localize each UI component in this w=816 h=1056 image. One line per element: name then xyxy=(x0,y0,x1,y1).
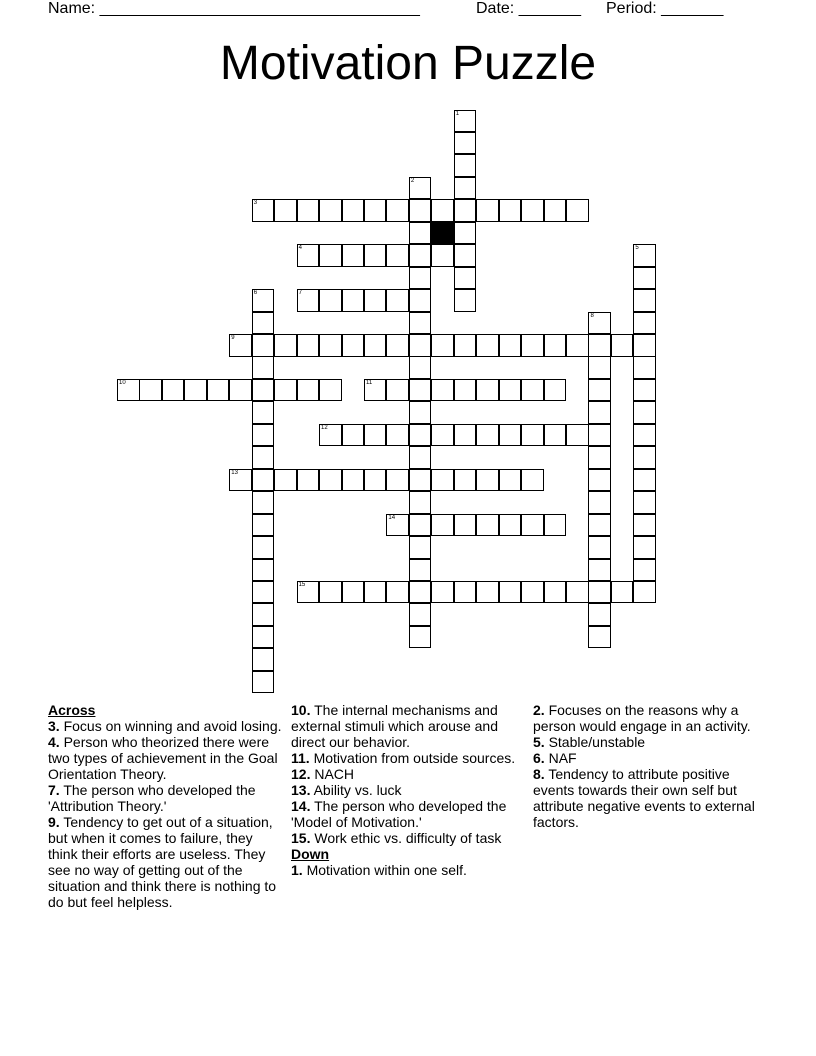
grid-cell[interactable] xyxy=(409,424,432,447)
grid-cell[interactable] xyxy=(342,289,365,312)
cell-number: 10 xyxy=(119,379,126,386)
grid-cell[interactable] xyxy=(611,581,634,604)
cell-number: 8 xyxy=(590,312,594,319)
grid-cell[interactable] xyxy=(409,536,432,559)
grid-cell[interactable] xyxy=(297,244,320,267)
clue-number: 13. xyxy=(291,782,311,798)
grid-cell[interactable] xyxy=(364,244,387,267)
grid-cell[interactable] xyxy=(409,401,432,424)
clue-text: Stable/unstable xyxy=(544,734,646,750)
grid-cell[interactable] xyxy=(162,379,185,402)
clue-8 xyxy=(533,766,773,830)
grid-cell[interactable] xyxy=(454,469,477,492)
grid-cell[interactable] xyxy=(184,379,207,402)
clue-number: 6. xyxy=(533,750,545,766)
grid-cell[interactable] xyxy=(386,424,409,447)
grid-cell[interactable] xyxy=(319,289,342,312)
grid-cell[interactable] xyxy=(566,581,589,604)
grid-cell[interactable] xyxy=(342,199,365,222)
grid-cell[interactable] xyxy=(342,244,365,267)
grid-cell[interactable] xyxy=(252,491,275,514)
grid-cell[interactable] xyxy=(364,289,387,312)
date-field[interactable]: Date: _______ xyxy=(476,0,581,17)
grid-cell[interactable] xyxy=(319,244,342,267)
grid-cell[interactable] xyxy=(252,199,275,222)
clue-10 xyxy=(291,702,516,750)
grid-cell[interactable] xyxy=(386,581,409,604)
grid-cell[interactable] xyxy=(386,289,409,312)
grid-cell[interactable] xyxy=(476,199,499,222)
grid-cell[interactable] xyxy=(319,424,342,447)
grid-cell[interactable] xyxy=(454,110,477,133)
cell-number: 13 xyxy=(231,469,238,476)
grid-cell[interactable] xyxy=(409,469,432,492)
grid-cell[interactable] xyxy=(252,356,275,379)
cell-number: 5 xyxy=(635,245,639,252)
grid-cell[interactable] xyxy=(633,312,656,335)
clue-text: The internal mechanisms and external stimuli which arouse and direct our behavior. xyxy=(291,702,498,750)
grid-cell[interactable] xyxy=(499,334,522,357)
clue-number: 5. xyxy=(533,734,545,750)
grid-cell[interactable] xyxy=(409,334,432,357)
grid-cell[interactable] xyxy=(319,379,342,402)
name-field[interactable]: Name: ____________________________________ xyxy=(48,0,420,17)
grid-cell[interactable] xyxy=(588,626,611,649)
grid-cell[interactable] xyxy=(386,244,409,267)
grid-cell[interactable] xyxy=(297,334,320,357)
cell-number: 1 xyxy=(455,110,460,117)
clue-text: NAF xyxy=(544,750,577,766)
grid-cell[interactable] xyxy=(409,199,432,222)
clue-text: Motivation within one self. xyxy=(302,862,467,878)
grid-cell[interactable] xyxy=(409,603,432,626)
grid-cell[interactable] xyxy=(252,469,275,492)
grid-cell[interactable] xyxy=(386,199,409,222)
grid-cell[interactable] xyxy=(252,379,275,402)
grid-cell[interactable] xyxy=(588,514,611,537)
page-title: Motivation Puzzle xyxy=(219,37,597,90)
grid-cell[interactable] xyxy=(521,514,544,537)
grid-cell[interactable] xyxy=(454,424,477,447)
grid-cell[interactable] xyxy=(521,424,544,447)
grid-cell[interactable] xyxy=(409,177,432,200)
clue-9 xyxy=(48,814,283,910)
grid-cell[interactable] xyxy=(544,581,567,604)
grid-cell[interactable] xyxy=(386,334,409,357)
grid-cell[interactable] xyxy=(588,446,611,469)
clue-6 xyxy=(533,750,773,766)
grid-cell[interactable] xyxy=(431,244,454,267)
grid-cell[interactable] xyxy=(409,626,432,649)
grid-cell[interactable] xyxy=(633,536,656,559)
cell-number: 3 xyxy=(253,200,258,207)
grid-cell[interactable] xyxy=(476,379,499,402)
grid-cell[interactable] xyxy=(588,559,611,582)
grid-cell[interactable] xyxy=(252,559,275,582)
clue-text: The person who developed the 'Model of Motivation.' xyxy=(291,798,507,830)
grid-cell[interactable] xyxy=(274,379,297,402)
grid-cell[interactable] xyxy=(252,312,275,335)
grid-cell[interactable] xyxy=(521,379,544,402)
grid-cell[interactable] xyxy=(139,379,162,402)
grid-cell[interactable] xyxy=(521,469,544,492)
grid-cell[interactable] xyxy=(633,356,656,379)
grid-cell[interactable] xyxy=(297,289,320,312)
clue-text: Ability vs. luck xyxy=(310,782,402,798)
clue-text: Person who theorized there were two types of achievement in the Goal Orientation Theory. xyxy=(48,734,278,782)
clue-text: NACH xyxy=(310,766,355,782)
cell-number: 14 xyxy=(388,514,396,521)
clue-12 xyxy=(291,766,516,782)
grid-cell[interactable] xyxy=(207,379,230,402)
down-heading: Down xyxy=(291,846,330,862)
clue-text: The person who developed the 'Attribution Theory.' xyxy=(48,782,256,814)
grid-cell[interactable] xyxy=(409,491,432,514)
grid-cell[interactable] xyxy=(342,424,365,447)
clue-2 xyxy=(533,702,773,734)
grid-cell[interactable] xyxy=(431,514,454,537)
clue-1 xyxy=(291,862,516,878)
grid-cell[interactable] xyxy=(409,312,432,335)
grid-cell[interactable] xyxy=(252,626,275,649)
clue-15 xyxy=(291,830,516,846)
grid-cell[interactable] xyxy=(454,514,477,537)
grid-cell[interactable] xyxy=(611,334,634,357)
grid-cell[interactable] xyxy=(633,514,656,537)
grid-cell[interactable] xyxy=(342,469,365,492)
clue-text: Focus on winning and avoid losing. xyxy=(59,718,282,734)
grid-cell[interactable] xyxy=(633,424,656,447)
grid-cell[interactable] xyxy=(499,199,522,222)
clues-column-2 xyxy=(291,702,516,878)
grid-cell[interactable] xyxy=(274,199,297,222)
grid-cell[interactable] xyxy=(342,581,365,604)
grid-cell[interactable] xyxy=(431,581,454,604)
grid-cell[interactable] xyxy=(409,514,432,537)
grid-cell[interactable] xyxy=(476,581,499,604)
clue-number: 4. xyxy=(48,734,60,750)
grid-cell[interactable] xyxy=(409,379,432,402)
clue-4 xyxy=(48,734,283,782)
grid-cell[interactable] xyxy=(252,289,275,312)
clue-number: 12. xyxy=(291,766,311,782)
grid-cell[interactable] xyxy=(633,559,656,582)
grid-cell[interactable] xyxy=(454,154,477,177)
clue-text: Tendency to get out of a situation, but when it comes to failure, they think their efforts are useless. They see no way of getting out of the situation and think there is nothing to do but feel helpless. xyxy=(48,814,277,910)
grid-cell[interactable] xyxy=(454,289,477,312)
grid-cell[interactable] xyxy=(297,199,320,222)
grid-cell[interactable] xyxy=(521,199,544,222)
cell-number: 6 xyxy=(253,290,258,297)
grid-cell[interactable] xyxy=(499,514,522,537)
clue-number: 10. xyxy=(291,702,311,718)
grid-cell[interactable] xyxy=(521,581,544,604)
grid-cell[interactable] xyxy=(544,334,567,357)
grid-cell[interactable] xyxy=(588,603,611,626)
grid-cell[interactable] xyxy=(319,199,342,222)
grid-cell[interactable] xyxy=(633,244,656,267)
grid-cell[interactable] xyxy=(633,334,656,357)
grid-cell[interactable] xyxy=(454,222,477,245)
grid-cell[interactable] xyxy=(319,334,342,357)
grid-cell[interactable] xyxy=(274,334,297,357)
grid-cell[interactable] xyxy=(633,267,656,290)
grid-cell[interactable] xyxy=(297,581,320,604)
grid-cell[interactable] xyxy=(454,334,477,357)
grid-cell[interactable] xyxy=(588,356,611,379)
grid-cell[interactable] xyxy=(274,469,297,492)
grid-cell[interactable] xyxy=(633,289,656,312)
grid-cell[interactable] xyxy=(454,581,477,604)
grid-cell[interactable] xyxy=(499,379,522,402)
grid-cell[interactable] xyxy=(499,424,522,447)
grid-cell[interactable] xyxy=(386,379,409,402)
grid-cell[interactable] xyxy=(252,446,275,469)
grid-cell[interactable] xyxy=(252,514,275,537)
cell-number: 7 xyxy=(298,290,302,297)
grid-cell[interactable] xyxy=(454,244,477,267)
grid-cell[interactable] xyxy=(454,132,477,155)
grid-cell[interactable] xyxy=(409,289,432,312)
across-heading: Across xyxy=(48,702,96,718)
grid-cell[interactable] xyxy=(476,424,499,447)
grid-cell[interactable] xyxy=(229,469,252,492)
clues-column-1 xyxy=(48,702,283,910)
grid-cell[interactable] xyxy=(386,514,409,537)
grid-cell[interactable] xyxy=(476,514,499,537)
grid-cell[interactable] xyxy=(588,536,611,559)
grid-cell[interactable] xyxy=(566,334,589,357)
cell-number: 12 xyxy=(321,424,328,431)
clue-text: Tendency to attribute positive events towards their own self but attribute negative events to external factors. xyxy=(533,766,755,830)
grid-cell[interactable] xyxy=(431,199,454,222)
grid-cell[interactable] xyxy=(499,469,522,492)
clue-number: 14. xyxy=(291,798,311,814)
grid-cell[interactable] xyxy=(252,424,275,447)
clue-13 xyxy=(291,782,516,798)
grid-cell[interactable] xyxy=(544,424,567,447)
grid-cell[interactable] xyxy=(431,334,454,357)
grid-cell[interactable] xyxy=(633,581,656,604)
cell-number: 15 xyxy=(298,581,306,588)
clue-7 xyxy=(48,782,283,814)
grid-cell[interactable] xyxy=(229,379,252,402)
grid-cell[interactable] xyxy=(364,379,387,402)
grid-cell[interactable] xyxy=(454,177,477,200)
grid-cell[interactable] xyxy=(588,334,611,357)
grid-cell[interactable] xyxy=(252,401,275,424)
grid-cell[interactable] xyxy=(409,581,432,604)
clue-14 xyxy=(291,798,516,830)
grid-cell[interactable] xyxy=(454,267,477,290)
black-cell xyxy=(431,222,454,245)
cell-number: 2 xyxy=(410,177,415,184)
grid-cell[interactable] xyxy=(319,469,342,492)
grid-cell[interactable] xyxy=(409,446,432,469)
grid-cell[interactable] xyxy=(454,199,477,222)
grid-cell[interactable] xyxy=(588,312,611,335)
grid-cell[interactable] xyxy=(588,469,611,492)
grid-cell[interactable] xyxy=(633,379,656,402)
clue-11 xyxy=(291,750,516,766)
clue-number: 9. xyxy=(48,814,60,830)
grid-cell[interactable] xyxy=(544,379,567,402)
grid-cell[interactable] xyxy=(297,469,320,492)
grid-cell[interactable] xyxy=(566,424,589,447)
grid-cell[interactable] xyxy=(588,581,611,604)
grid-cell[interactable] xyxy=(633,469,656,492)
grid-cell[interactable] xyxy=(544,514,567,537)
grid-cell[interactable] xyxy=(252,603,275,626)
grid-cell[interactable] xyxy=(499,581,522,604)
grid-cell[interactable] xyxy=(364,334,387,357)
period-field[interactable]: Period: _______ xyxy=(606,0,724,17)
grid-cell[interactable] xyxy=(431,424,454,447)
grid-cell[interactable] xyxy=(364,581,387,604)
grid-cell[interactable] xyxy=(252,334,275,357)
grid-cell[interactable] xyxy=(252,536,275,559)
clue-number: 2. xyxy=(533,702,545,718)
grid-cell[interactable] xyxy=(297,379,320,402)
grid-cell[interactable] xyxy=(409,222,432,245)
cell-number: 11 xyxy=(365,379,373,386)
grid-cell[interactable] xyxy=(252,581,275,604)
grid-cell[interactable] xyxy=(476,469,499,492)
grid-cell[interactable] xyxy=(364,424,387,447)
grid-cell[interactable] xyxy=(364,469,387,492)
clue-text: Focuses on the reasons why a person would engage in an activity. xyxy=(533,702,751,734)
grid-cell[interactable] xyxy=(229,334,252,357)
grid-cell[interactable] xyxy=(319,581,342,604)
clues-column-3 xyxy=(533,702,773,830)
clue-number: 11. xyxy=(291,750,310,766)
grid-cell[interactable] xyxy=(588,491,611,514)
clue-number: 1. xyxy=(291,862,303,878)
grid-cell[interactable] xyxy=(588,401,611,424)
grid-cell[interactable] xyxy=(566,199,589,222)
clue-text: Motivation from outside sources. xyxy=(309,750,516,766)
cell-number: 9 xyxy=(231,335,235,341)
grid-cell[interactable] xyxy=(364,199,387,222)
grid-cell[interactable] xyxy=(521,334,544,357)
grid-cell[interactable] xyxy=(386,469,409,492)
clue-number: 3. xyxy=(48,718,60,734)
grid-cell[interactable] xyxy=(409,267,432,290)
grid-cell[interactable] xyxy=(431,379,454,402)
clue-number: 15. xyxy=(291,830,311,846)
grid-cell[interactable] xyxy=(476,334,499,357)
clue-5 xyxy=(533,734,773,750)
grid-cell[interactable] xyxy=(342,334,365,357)
clue-number: 8. xyxy=(533,766,545,782)
grid-cell[interactable] xyxy=(633,491,656,514)
clue-number: 7. xyxy=(48,782,60,798)
grid-cell[interactable] xyxy=(117,379,140,402)
grid-cell[interactable] xyxy=(252,648,275,671)
grid-cell[interactable] xyxy=(252,671,275,694)
clue-3 xyxy=(48,718,283,734)
grid-cell[interactable] xyxy=(409,356,432,379)
grid-cell[interactable] xyxy=(409,559,432,582)
clue-text: Work ethic vs. difficulty of task xyxy=(310,830,502,846)
cell-number: 4 xyxy=(298,245,302,252)
grid-cell[interactable] xyxy=(409,244,432,267)
grid-cell[interactable] xyxy=(588,424,611,447)
grid-cell[interactable] xyxy=(431,469,454,492)
grid-cell[interactable] xyxy=(544,199,567,222)
grid-cell[interactable] xyxy=(454,379,477,402)
grid-cell[interactable] xyxy=(633,401,656,424)
grid-cell[interactable] xyxy=(633,446,656,469)
grid-cell[interactable] xyxy=(588,379,611,402)
